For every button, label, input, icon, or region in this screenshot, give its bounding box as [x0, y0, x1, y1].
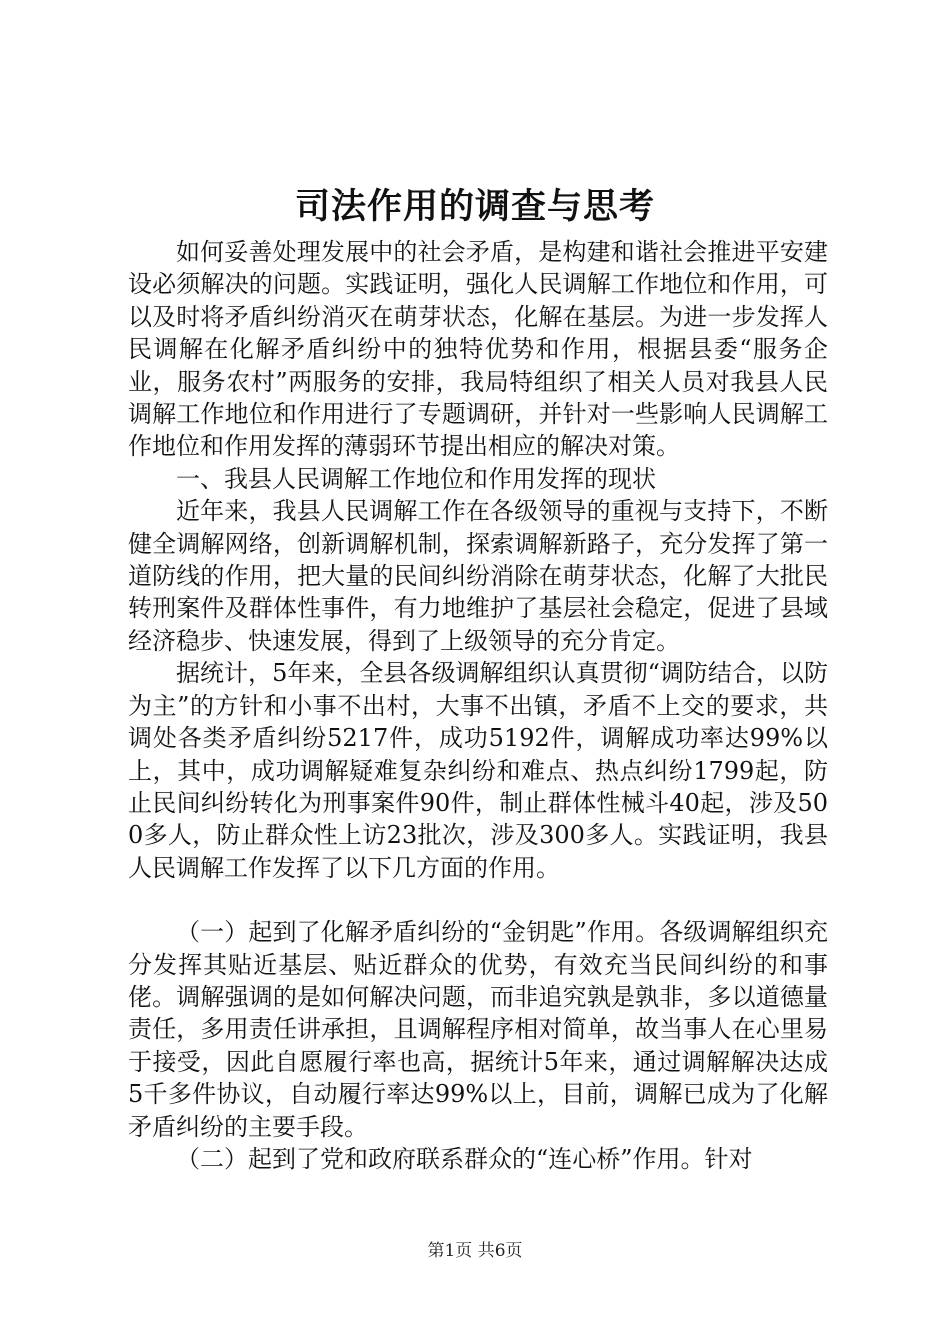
- section-heading: 一、我县人民调解工作地位和作用发挥的现状: [176, 464, 656, 493]
- status-paragraph: 近年来，我县人民调解工作在各级领导的重视与支持下，不断健全调解网络，创新调解机制，探索调解新路子，充分发挥了第一道防线的作用，把大量的民间纠纷消除在萌芽状态，化解了大批民转刑案件及群体性事件，有力地维护了基层社会稳定，促进了县域经济稳步、快速发展，得到了上级领导的充分肯定。: [128, 497, 828, 655]
- paragraph-spacer: [128, 884, 828, 916]
- page-number-footer: 第1页 共6页: [427, 1241, 523, 1261]
- role-one-paragraph: （一）起到了化解矛盾纠纷的“金钥匙”作用。各级调解组织充分发挥其贴近基层、贴近群众的优势，有效充当民间纠纷的和事佬。调解强调的是如何解决问题，而非追究孰是孰非，多以道德量责任，多用责任讲承担，且调解程序相对简单，故当事人在心里易于接受，因此自愿履行率也高，据统计5年来，通过调解解决达成5千多件协议，自动履行率达99%以上，目前，调解已成为了化解矛盾纠纷的主要手段。: [128, 918, 828, 1141]
- intro-paragraph: 如何妥善处理发展中的社会矛盾，是构建和谐社会推进平安建设必须解决的问题。实践证明，强化人民调解工作地位和作用，可以及时将矛盾纠纷消灭在萌芽状态，化解在基层。为进一步发挥人民调解在化解矛盾纠纷中的独特优势和作用，根据县委“服务企业，服务农村”两服务的安排，我局特组织了相关人员对我县人民调解工作地位和作用进行了专题调研，并针对一些影响人民调解工作地位和作用发挥的薄弱环节提出相应的解决对策。: [128, 238, 828, 461]
- document-body: [128, 236, 828, 1175]
- statistics-paragraph: 据统计，5年来，全县各级调解组织认真贯彻“调防结合，以防为主”的方针和小事不出村，大事不出镇，矛盾不上交的要求，共调处各类矛盾纠纷5217件，成功5192件，调解成功率达99%以上，其中，成功调解疑难复杂纠纷和难点、热点纠纷1799起，防止民间纠纷转化为刑事案件90件，制止群体性械斗40起，涉及500多人，防止群众性上访23批次，涉及300多人。实践证明，我县人民调解工作发挥了以下几方面的作用。: [128, 659, 828, 882]
- document-title: 司法作用的调查与思考: [294, 186, 655, 227]
- role-two-paragraph: （二）起到了党和政府联系群众的“连心桥”作用。针对: [176, 1144, 753, 1173]
